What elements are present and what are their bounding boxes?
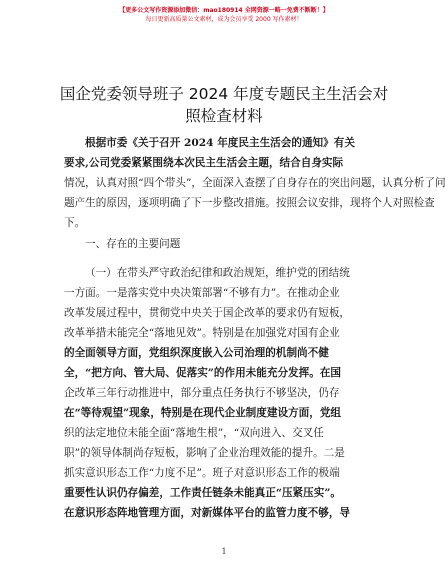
paragraph-line: 在“等待观望”现象，特别是在现代企业制度建设方面，党组 (64, 407, 342, 419)
paragraph-line: 职”的领导体制尚存短板，影响了企业治理效能的提升。二是 (64, 447, 345, 459)
paragraph-line: （一）在带头严守政治纪律和政治规矩，维护党的团结统 (85, 267, 350, 279)
paragraph-line: 重要性认识仍存偏差，工作责任链条未能真正“压紧压实”。 (64, 487, 342, 499)
paragraph-line: 在意识形态阵地管理方面，对新媒体平台的监管力度不够，导 (64, 507, 351, 519)
document-title-line-2: 照检查材料 (185, 107, 263, 125)
paragraph-line: 改革发展过程中，贯彻党中央关于国企改革的要求仍有短板， (64, 307, 351, 319)
intro-paragraph (64, 133, 446, 233)
paragraph-line: 情况，认真对照“四个带头”，全面深入查摆了自身存在的突出问题，认真分析了问 (64, 177, 446, 189)
promo-banner-line-2: 每日更新高质量公文素材，成为会员享受 2000 写作素材！ (145, 16, 303, 23)
paragraph-line: 要求,公司党委紧紧围绕本次民主生活会主题，结合自身实际 (64, 157, 344, 169)
problems-paragraph (64, 263, 394, 523)
page-number: 1 (221, 547, 227, 556)
paragraph-line: 题产生的原因，逐项明确了下一步整改措施。按照会议安排，现将个人对照检查 (64, 197, 435, 209)
promo-banner (0, 6, 448, 24)
paragraph-line: 一方面。一是落实党中央决策部署“不够有力”。在推动企业 (64, 287, 340, 299)
paragraph-line: 的全面领导方面，党组织深度嵌入公司治理的机制尚不健 (64, 347, 329, 359)
paragraph-line: 改革举措未能完全“落地见效”。特别是在加强党对国有企业 (64, 327, 340, 339)
paragraph-line: 抓实意识形态工作“力度不足”。班子对意识形态工作的极端 (64, 467, 340, 479)
promo-banner-line-1: 【更多公文写作资源添加微信：mao180914 全网资源一略一免费不断断！】 (119, 7, 329, 14)
document-title (0, 83, 448, 127)
paragraph-line: 织的法定地位未能全面“落地生根”，“双向进入、交叉任 (64, 427, 324, 439)
paragraph-line: 下。 (64, 217, 86, 229)
document-title-line-1: 国企党委领导班子 2024 年度专题民主生活会对 (59, 85, 389, 103)
paragraph-line: 根据市委《关于召开 2024 年度民主生活会的通知》有关 (85, 137, 355, 149)
section-heading (64, 234, 394, 254)
section-heading-text: 一、存在的主要问题 (85, 238, 181, 250)
paragraph-line: 企改革三年行动推进中，部分重点任务执行不够坚决，仍存 (64, 387, 340, 399)
paragraph-line: 全，“把方向、管大局、促落实”的作用未能充分发挥。在国 (64, 367, 342, 379)
